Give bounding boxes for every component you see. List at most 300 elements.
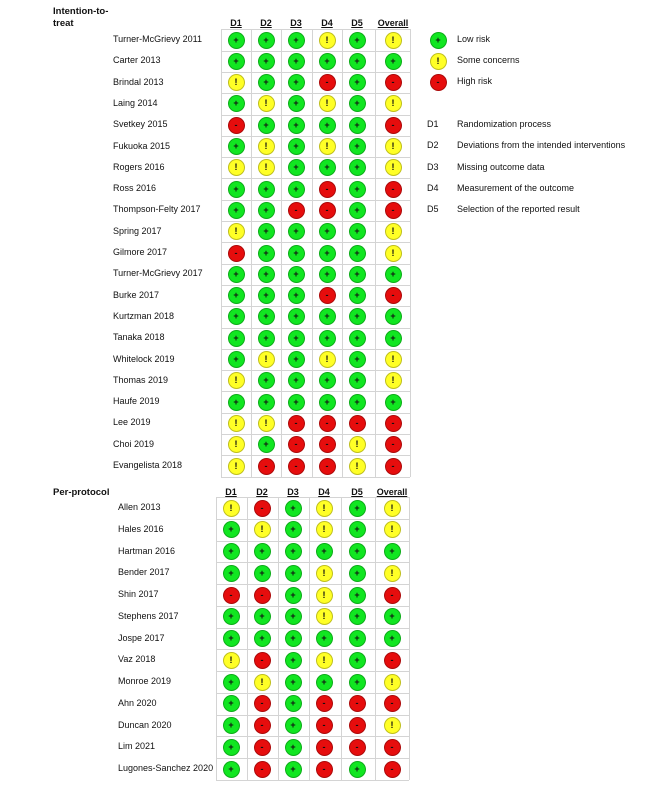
- risk-low-marker: +: [258, 181, 275, 198]
- risk-low-marker: +: [349, 159, 366, 176]
- risk-low-marker: +: [349, 138, 366, 155]
- risk-high-marker: -: [385, 117, 402, 134]
- section-title: Per-protocol: [53, 487, 110, 498]
- risk-some-marker: !: [316, 521, 333, 538]
- grid-line: [221, 29, 410, 30]
- grid-line: [221, 93, 410, 94]
- risk-low-marker: +: [319, 372, 336, 389]
- risk-low-marker: +: [285, 695, 302, 712]
- risk-high-marker: -: [319, 202, 336, 219]
- risk-high-marker: -: [254, 500, 271, 517]
- risk-low-marker: +: [385, 394, 402, 411]
- grid-line: [221, 434, 410, 435]
- risk-some-marker: !: [349, 436, 366, 453]
- risk-some-marker: !: [385, 159, 402, 176]
- risk-low-marker: +: [228, 202, 245, 219]
- domain-header-d1: D1: [230, 18, 242, 28]
- risk-low-marker: +: [349, 266, 366, 283]
- risk-low-marker: +: [254, 565, 271, 582]
- risk-low-marker: +: [288, 351, 305, 368]
- legend-domain-label: Randomization process: [457, 119, 552, 129]
- study-label: Brindal 2013: [113, 76, 164, 87]
- legend-domain-label: Deviations from the intended interventions: [457, 140, 626, 150]
- grid-line: [309, 497, 310, 780]
- study-label: Turner-McGrievy 2011: [113, 34, 203, 44]
- risk-some-marker: !: [385, 138, 402, 155]
- risk-some-marker: !: [385, 223, 402, 240]
- study-label: Lugones-Sanchez 2020: [118, 763, 214, 773]
- risk-some-marker: !: [254, 674, 271, 691]
- risk-low-marker: +: [288, 95, 305, 112]
- risk-high-marker: -: [384, 739, 401, 756]
- risk-some-marker: !: [228, 372, 245, 389]
- risk-low-marker: +: [288, 181, 305, 198]
- grid-line: [409, 497, 410, 780]
- risk-low-marker: +: [258, 436, 275, 453]
- risk-high-marker: -: [349, 695, 366, 712]
- risk-low-marker: +: [319, 53, 336, 70]
- risk-some-marker: !: [228, 223, 245, 240]
- legend-domain-label: Missing outcome data: [457, 162, 545, 172]
- risk-low-marker: +: [349, 330, 366, 347]
- study-label: Jospe 2017: [118, 632, 165, 643]
- risk-low-marker: +: [288, 159, 305, 176]
- risk-low-marker: +: [349, 652, 366, 669]
- study-label: Evangelista 2018: [113, 460, 183, 470]
- risk-low-marker: +: [288, 330, 305, 347]
- risk-some-marker: !: [319, 95, 336, 112]
- risk-low-marker: +: [285, 565, 302, 582]
- grid-line: [216, 584, 409, 585]
- risk-low-marker: +: [349, 117, 366, 134]
- risk-low-marker: +: [258, 308, 275, 325]
- risk-low-marker: +: [254, 608, 271, 625]
- risk-high-marker: -: [288, 202, 305, 219]
- risk-low-marker: +: [316, 630, 333, 647]
- risk-low-marker: +: [384, 608, 401, 625]
- risk-high-marker: -: [288, 436, 305, 453]
- risk-low-marker: +: [349, 287, 366, 304]
- grid-line: [375, 29, 376, 476]
- study-label: Tanaka 2018: [113, 332, 165, 343]
- risk-some-marker: !: [316, 652, 333, 669]
- risk-low-marker: +: [319, 266, 336, 283]
- study-label: Carter 2013: [113, 55, 161, 66]
- risk-low-marker: +: [288, 74, 305, 91]
- risk-some-marker: !: [228, 74, 245, 91]
- study-label: Whitelock 2019: [113, 353, 175, 364]
- grid-line: [221, 115, 410, 116]
- risk-low-marker: +: [285, 761, 302, 778]
- risk-low-marker: +: [316, 543, 333, 560]
- grid-line: [216, 562, 409, 563]
- risk-high-marker: -: [288, 415, 305, 432]
- grid-line: [221, 328, 410, 329]
- risk-low-marker: +: [285, 587, 302, 604]
- study-label: Thomas 2019: [113, 374, 169, 385]
- risk-low-marker: +: [223, 761, 240, 778]
- legend-some-marker: !: [430, 53, 447, 70]
- risk-some-marker: !: [385, 372, 402, 389]
- risk-low-marker: +: [223, 543, 240, 560]
- risk-low-marker: +: [349, 674, 366, 691]
- risk-high-marker: -: [385, 181, 402, 198]
- study-label: Gilmore 2017: [113, 247, 168, 257]
- risk-low-marker: +: [258, 372, 275, 389]
- risk-low-marker: +: [349, 543, 366, 560]
- study-label: Laing 2014: [113, 97, 158, 108]
- risk-low-marker: +: [349, 351, 366, 368]
- risk-low-marker: +: [254, 630, 271, 647]
- risk-high-marker: -: [258, 458, 275, 475]
- risk-low-marker: +: [258, 223, 275, 240]
- study-label: Shin 2017: [118, 589, 159, 599]
- legend-domain-code: D1: [427, 119, 439, 129]
- grid-line: [216, 497, 409, 498]
- risk-some-marker: !: [254, 521, 271, 538]
- risk-high-marker: -: [384, 761, 401, 778]
- risk-low-marker: +: [228, 95, 245, 112]
- risk-low-marker: +: [223, 695, 240, 712]
- risk-low-marker: +: [288, 287, 305, 304]
- study-label: Turner-McGrievy 2017: [113, 268, 203, 279]
- grid-line: [221, 455, 410, 456]
- study-label: Haufe 2019: [113, 396, 160, 407]
- risk-low-marker: +: [288, 394, 305, 411]
- risk-low-marker: +: [228, 308, 245, 325]
- risk-low-marker: +: [228, 53, 245, 70]
- grid-line: [410, 29, 411, 476]
- risk-low-marker: +: [384, 630, 401, 647]
- legend-some-label: Some concerns: [457, 55, 520, 65]
- study-label: Stephens 2017: [118, 610, 179, 621]
- risk-low-marker: +: [319, 330, 336, 347]
- risk-high-marker: -: [384, 652, 401, 669]
- risk-low-marker: +: [288, 223, 305, 240]
- grid-line: [221, 349, 410, 350]
- study-label: Duncan 2020: [118, 719, 172, 730]
- risk-some-marker: !: [385, 95, 402, 112]
- risk-low-marker: +: [228, 181, 245, 198]
- risk-low-marker: +: [258, 74, 275, 91]
- risk-low-marker: +: [258, 330, 275, 347]
- risk-some-marker: !: [319, 351, 336, 368]
- risk-low-marker: +: [288, 308, 305, 325]
- risk-high-marker: -: [254, 695, 271, 712]
- risk-some-marker: !: [223, 500, 240, 517]
- risk-low-marker: +: [258, 32, 275, 49]
- risk-some-marker: !: [316, 500, 333, 517]
- grid-line: [221, 285, 410, 286]
- legend-domain-code: D5: [427, 204, 439, 214]
- risk-low-marker: +: [288, 372, 305, 389]
- risk-low-marker: +: [385, 53, 402, 70]
- risk-high-marker: -: [316, 761, 333, 778]
- study-label: Bender 2017: [118, 567, 170, 578]
- grid-line: [221, 391, 410, 392]
- risk-low-marker: +: [385, 266, 402, 283]
- grid-line: [221, 72, 410, 73]
- grid-line: [375, 497, 376, 780]
- risk-high-marker: -: [385, 436, 402, 453]
- risk-low-marker: +: [258, 53, 275, 70]
- risk-high-marker: -: [228, 117, 245, 134]
- grid-line: [216, 758, 409, 759]
- risk-low-marker: +: [258, 394, 275, 411]
- domain-header-d2: D2: [256, 487, 268, 497]
- study-label: Hales 2016: [118, 523, 164, 534]
- grid-line: [216, 671, 409, 672]
- study-label: Thompson-Felty 2017: [113, 204, 201, 215]
- grid-line: [216, 541, 409, 542]
- risk-some-marker: !: [319, 138, 336, 155]
- legend-domain-label: Measurement of the outcome: [457, 183, 575, 193]
- risk-low-marker: +: [285, 521, 302, 538]
- risk-low-marker: +: [285, 630, 302, 647]
- grid-line: [216, 628, 409, 629]
- risk-low-marker: +: [319, 308, 336, 325]
- risk-high-marker: -: [228, 245, 245, 262]
- risk-some-marker: !: [316, 608, 333, 625]
- domain-header-d3: D3: [287, 487, 299, 497]
- grid-line: [221, 264, 410, 265]
- grid-line: [216, 519, 409, 520]
- domain-header-d3: D3: [290, 18, 302, 28]
- domain-header-overall: Overall: [377, 18, 409, 28]
- risk-low-marker: +: [349, 74, 366, 91]
- risk-low-marker: +: [384, 543, 401, 560]
- risk-high-marker: -: [316, 739, 333, 756]
- risk-high-marker: -: [254, 739, 271, 756]
- study-label: Svetkey 2015: [113, 119, 168, 130]
- study-label: Hartman 2016: [118, 545, 176, 556]
- grid-line: [221, 413, 410, 414]
- risk-some-marker: !: [223, 652, 240, 669]
- risk-some-marker: !: [228, 436, 245, 453]
- risk-low-marker: +: [349, 630, 366, 647]
- risk-low-marker: +: [349, 32, 366, 49]
- risk-low-marker: +: [349, 761, 366, 778]
- grid-line: [221, 157, 410, 158]
- study-label: Lee 2019: [113, 417, 151, 428]
- risk-high-marker: -: [254, 587, 271, 604]
- risk-some-marker: !: [349, 458, 366, 475]
- grid-line: [221, 51, 410, 52]
- risk-low-marker: +: [228, 266, 245, 283]
- risk-low-marker: +: [349, 308, 366, 325]
- legend-domain-code: D2: [427, 140, 439, 150]
- risk-high-marker: -: [254, 717, 271, 734]
- grid-line: [216, 606, 409, 607]
- grid-line: [216, 736, 409, 737]
- risk-low-marker: +: [349, 223, 366, 240]
- grid-line: [216, 649, 409, 650]
- risk-high-marker: -: [319, 436, 336, 453]
- risk-high-marker: -: [385, 458, 402, 475]
- risk-some-marker: !: [228, 159, 245, 176]
- risk-high-marker: -: [319, 74, 336, 91]
- domain-header-d4: D4: [321, 18, 333, 28]
- risk-high-marker: -: [254, 761, 271, 778]
- grid-line: [221, 370, 410, 371]
- grid-line: [221, 242, 410, 243]
- risk-high-marker: -: [319, 287, 336, 304]
- risk-high-marker: -: [349, 739, 366, 756]
- risk-low-marker: +: [349, 521, 366, 538]
- risk-some-marker: !: [384, 717, 401, 734]
- grid-line: [342, 29, 343, 476]
- risk-low-marker: +: [349, 587, 366, 604]
- study-label: Spring 2017: [113, 225, 162, 236]
- risk-low-marker: +: [349, 500, 366, 517]
- risk-high-marker: -: [349, 415, 366, 432]
- risk-low-marker: +: [228, 330, 245, 347]
- grid-line: [341, 497, 342, 780]
- study-label: Lim 2021: [118, 741, 156, 752]
- domain-header-d5: D5: [351, 18, 363, 28]
- risk-some-marker: !: [316, 565, 333, 582]
- risk-some-marker: !: [258, 138, 275, 155]
- grid-line: [247, 497, 248, 780]
- risk-low-marker: +: [228, 287, 245, 304]
- risk-low-marker: +: [288, 53, 305, 70]
- risk-high-marker: -: [384, 587, 401, 604]
- risk-high-marker: -: [349, 717, 366, 734]
- legend-low-label: Low risk: [457, 34, 491, 44]
- grid-line: [221, 477, 410, 478]
- study-label: Burke 2017: [113, 289, 160, 300]
- study-label: Rogers 2016: [113, 161, 165, 172]
- risk-high-marker: -: [316, 717, 333, 734]
- domain-header-d2: D2: [260, 18, 272, 28]
- risk-some-marker: !: [258, 159, 275, 176]
- risk-low-marker: +: [223, 521, 240, 538]
- risk-low-marker: +: [223, 739, 240, 756]
- risk-low-marker: +: [228, 138, 245, 155]
- risk-low-marker: +: [349, 372, 366, 389]
- study-label: Ahn 2020: [118, 697, 157, 708]
- risk-low-marker: +: [349, 245, 366, 262]
- risk-high-marker: -: [316, 695, 333, 712]
- risk-high-marker: -: [385, 202, 402, 219]
- grid-line: [216, 780, 409, 781]
- risk-high-marker: -: [254, 652, 271, 669]
- grid-line: [216, 497, 217, 780]
- risk-low-marker: +: [258, 266, 275, 283]
- risk-some-marker: !: [228, 458, 245, 475]
- domain-header-d5: D5: [351, 487, 363, 497]
- legend-high-marker: -: [430, 74, 447, 91]
- risk-low-marker: +: [285, 717, 302, 734]
- risk-high-marker: -: [385, 415, 402, 432]
- risk-low-marker: +: [285, 739, 302, 756]
- risk-low-marker: +: [319, 117, 336, 134]
- domain-header-overall: Overall: [376, 487, 408, 497]
- risk-low-marker: +: [319, 159, 336, 176]
- domain-header-d4: D4: [318, 487, 330, 497]
- grid-line: [221, 29, 222, 476]
- legend-low-marker: +: [430, 32, 447, 49]
- risk-low-marker: +: [223, 565, 240, 582]
- legend-domain-code: D3: [427, 162, 439, 172]
- risk-low-marker: +: [258, 202, 275, 219]
- risk-high-marker: -: [223, 587, 240, 604]
- grid-line: [278, 497, 279, 780]
- risk-low-marker: +: [319, 394, 336, 411]
- risk-low-marker: +: [258, 117, 275, 134]
- risk-low-marker: +: [258, 287, 275, 304]
- risk-low-marker: +: [316, 674, 333, 691]
- risk-low-marker: +: [285, 608, 302, 625]
- risk-high-marker: -: [319, 415, 336, 432]
- risk-high-marker: -: [385, 287, 402, 304]
- study-label: Fukuoka 2015: [113, 140, 171, 151]
- study-label: Choi 2019: [113, 438, 155, 449]
- risk-low-marker: +: [385, 308, 402, 325]
- section-title: Intention-to- treat: [53, 6, 109, 29]
- risk-low-marker: +: [349, 608, 366, 625]
- grid-line: [221, 136, 410, 137]
- risk-some-marker: !: [384, 565, 401, 582]
- grid-line: [221, 221, 410, 222]
- risk-some-marker: !: [384, 500, 401, 517]
- study-label: Allen 2013: [118, 502, 161, 512]
- study-label: Vaz 2018: [118, 654, 156, 665]
- risk-high-marker: -: [384, 695, 401, 712]
- risk-low-marker: +: [349, 202, 366, 219]
- risk-low-marker: +: [288, 32, 305, 49]
- risk-high-marker: -: [319, 181, 336, 198]
- risk-some-marker: !: [316, 587, 333, 604]
- risk-high-marker: -: [385, 74, 402, 91]
- risk-some-marker: !: [258, 351, 275, 368]
- risk-low-marker: +: [349, 53, 366, 70]
- grid-line: [281, 29, 282, 476]
- risk-low-marker: +: [319, 223, 336, 240]
- risk-low-marker: +: [288, 266, 305, 283]
- risk-low-marker: +: [228, 351, 245, 368]
- risk-some-marker: !: [385, 32, 402, 49]
- legend-high-label: High risk: [457, 76, 493, 86]
- risk-low-marker: +: [349, 394, 366, 411]
- domain-header-d1: D1: [225, 487, 237, 497]
- risk-some-marker: !: [319, 32, 336, 49]
- grid-line: [221, 200, 410, 201]
- risk-low-marker: +: [288, 245, 305, 262]
- grid-line: [221, 306, 410, 307]
- risk-some-marker: !: [258, 415, 275, 432]
- risk-some-marker: !: [385, 245, 402, 262]
- grid-line: [216, 693, 409, 694]
- grid-line: [312, 29, 313, 476]
- risk-low-marker: +: [285, 500, 302, 517]
- study-label: Kurtzman 2018: [113, 310, 175, 321]
- risk-low-marker: +: [285, 674, 302, 691]
- risk-low-marker: +: [223, 674, 240, 691]
- risk-low-marker: +: [349, 181, 366, 198]
- risk-low-marker: +: [223, 717, 240, 734]
- legend-domain-label: Selection of the reported result: [457, 204, 580, 214]
- grid-line: [251, 29, 252, 476]
- risk-low-marker: +: [285, 652, 302, 669]
- risk-some-marker: !: [258, 95, 275, 112]
- risk-low-marker: +: [258, 245, 275, 262]
- risk-high-marker: -: [319, 458, 336, 475]
- risk-low-marker: +: [385, 330, 402, 347]
- risk-low-marker: +: [254, 543, 271, 560]
- risk-low-marker: +: [349, 565, 366, 582]
- risk-some-marker: !: [384, 674, 401, 691]
